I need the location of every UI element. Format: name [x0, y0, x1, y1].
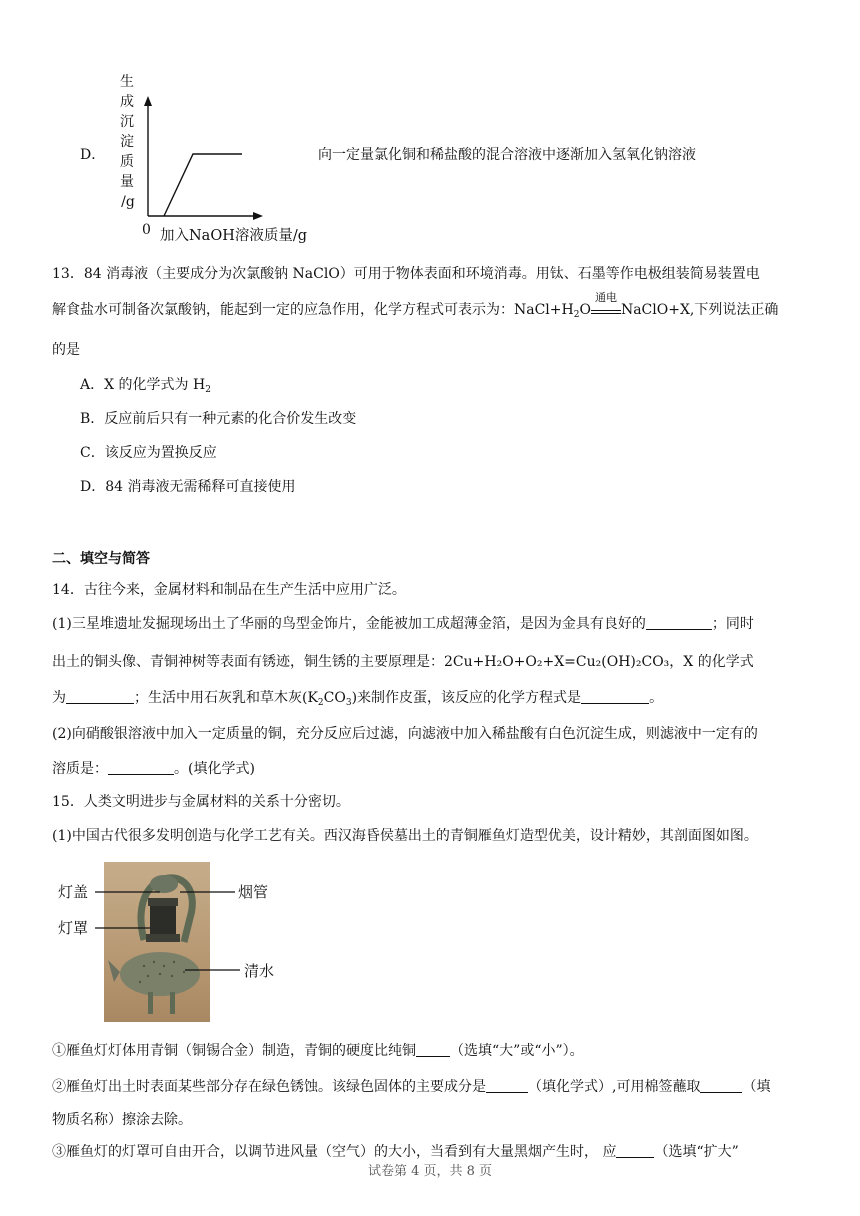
y-axis-char: 量: [120, 174, 134, 190]
figure-leader-lines: [95, 880, 245, 980]
q13-option-d: D．84 消毒液无需稀释可直接使用: [80, 479, 296, 495]
section-heading: 二、填空与简答: [52, 551, 150, 567]
q14-part2-line1: (2)向硝酸银溶液中加入一定质量的铜，充分反应后过滤，向滤液中加入稀盐酸有白色沉淀生成，则滤液中一定有的: [52, 726, 758, 742]
option-d-description: 向一定量氯化铜和稀盐酸的混合溶液中逐渐加入氢氧化钠溶液: [318, 147, 696, 163]
origin-label: 0: [142, 222, 151, 238]
answer-blank[interactable]: [646, 615, 712, 630]
answer-blank[interactable]: [616, 1143, 654, 1158]
q13-option-a: A．X 的化学式为 $H_2$: [80, 377, 211, 395]
answer-blank[interactable]: [416, 1042, 450, 1057]
y-axis-arrow: [144, 96, 152, 106]
y-axis-char: /g: [121, 194, 135, 210]
y-axis-char: 生: [120, 74, 134, 90]
answer-blank[interactable]: [486, 1078, 528, 1093]
label-clear-water: 清水: [244, 962, 275, 980]
option-d-label: D．: [80, 147, 106, 163]
q15-part1: (1)中国古代很多发明创造与化学工艺有关。西汉海昏侯墓出土的青铜雁鱼灯造型优美，设计精妙，其剖面图如图。: [52, 828, 758, 844]
y-axis-char: 成: [120, 94, 134, 110]
label-lamp-shade: 灯罩: [58, 919, 89, 937]
q15-sub2-line1: ②雁鱼灯出土时表面某些部分存在绿色锈蚀。该绿色固体的主要成分是 （填化学式）,可用棉签蘸取 （填: [52, 1079, 771, 1095]
graph-axes: [136, 94, 266, 226]
q15-stem: 15．人类文明进步与金属材料的关系十分密切。: [52, 794, 350, 810]
answer-blank[interactable]: [581, 689, 649, 704]
q15-sub3: ③雁鱼灯的灯罩可自由开合，以调节进风量（空气）的大小，当看到有大量黑烟产生时， 应 （选填“扩大”: [52, 1144, 739, 1160]
q14-part2-line2: 溶质是： 。(填化学式): [52, 761, 255, 777]
answer-blank[interactable]: [700, 1078, 742, 1093]
y-axis-char: 沉: [120, 114, 134, 130]
rust-equation: 2Cu+H₂O+O₂+X=Cu₂(OH)₂CO₃: [444, 654, 670, 670]
answer-blank[interactable]: [108, 760, 174, 775]
q13-stem-line1: 13．84 消毒液（主要成分为次氯酸钠 NaClO）可用于物体表面和环境消毒。用钛、石墨等作电极组装简易装置电: [52, 266, 760, 282]
q15-sub2-line2: 物质名称）擦涂去除。: [52, 1112, 192, 1128]
label-smoke-pipe: 烟管: [238, 883, 269, 901]
y-axis-char: 质: [120, 154, 134, 170]
chemical-equation: $NaCl+H_2O$ 通电 NaClO+X,下列说法正确: [514, 291, 779, 320]
q14-stem: 14．古往今来，金属材料和制品在生产生活中应用广泛。: [52, 582, 406, 598]
answer-blank[interactable]: [66, 689, 134, 704]
q13-stem-line2: 解食盐水可制备次氯酸钠，能起到一定的应急作用，化学方程式可表示为：$NaCl+H_2O$ 通电 NaClO+X,下列说法正确: [52, 291, 779, 320]
q15-sub1: ①雁鱼灯灯体用青铜（铜锡合金）制造，青铜的硬度比纯铜 （选填“大”或“小”）。: [52, 1043, 584, 1059]
equation-arrow: 通电: [591, 302, 621, 314]
page-footer: 试卷第 4 页，共 8 页: [367, 1164, 493, 1179]
q14-part1-line2: 出土的铜头像、青铜神树等表面有锈迹，铜生锈的主要原理是：2Cu+H₂O+O₂+X=Cu₂(OH)₂CO₃，X 的化学式: [52, 654, 754, 670]
x-axis-label: 加入NaOH溶液质量/g: [160, 228, 308, 244]
x-axis-arrow: [253, 212, 263, 220]
y-axis-char: 淀: [120, 134, 134, 150]
q13-option-b: B．反应前后只有一种元素的化合价发生改变: [80, 411, 357, 427]
q14-part1-line1: (1)三星堆遗址发掘现场出土了华丽的鸟型金饰片，金能被加工成超薄金箔，是因为金具有良好的 ；同时: [52, 616, 754, 632]
q14-part1-line3: 为 ；生活中用石灰乳和草木灰$(K_2CO_3)$来制作皮蛋，该反应的化学方程式是 。: [52, 690, 664, 708]
precipitate-curve: [164, 154, 242, 216]
q13-stem-line3: 的是: [52, 342, 80, 358]
q13-option-c: C．该反应为置换反应: [80, 445, 217, 461]
label-lamp-lid: 灯盖: [58, 883, 89, 901]
